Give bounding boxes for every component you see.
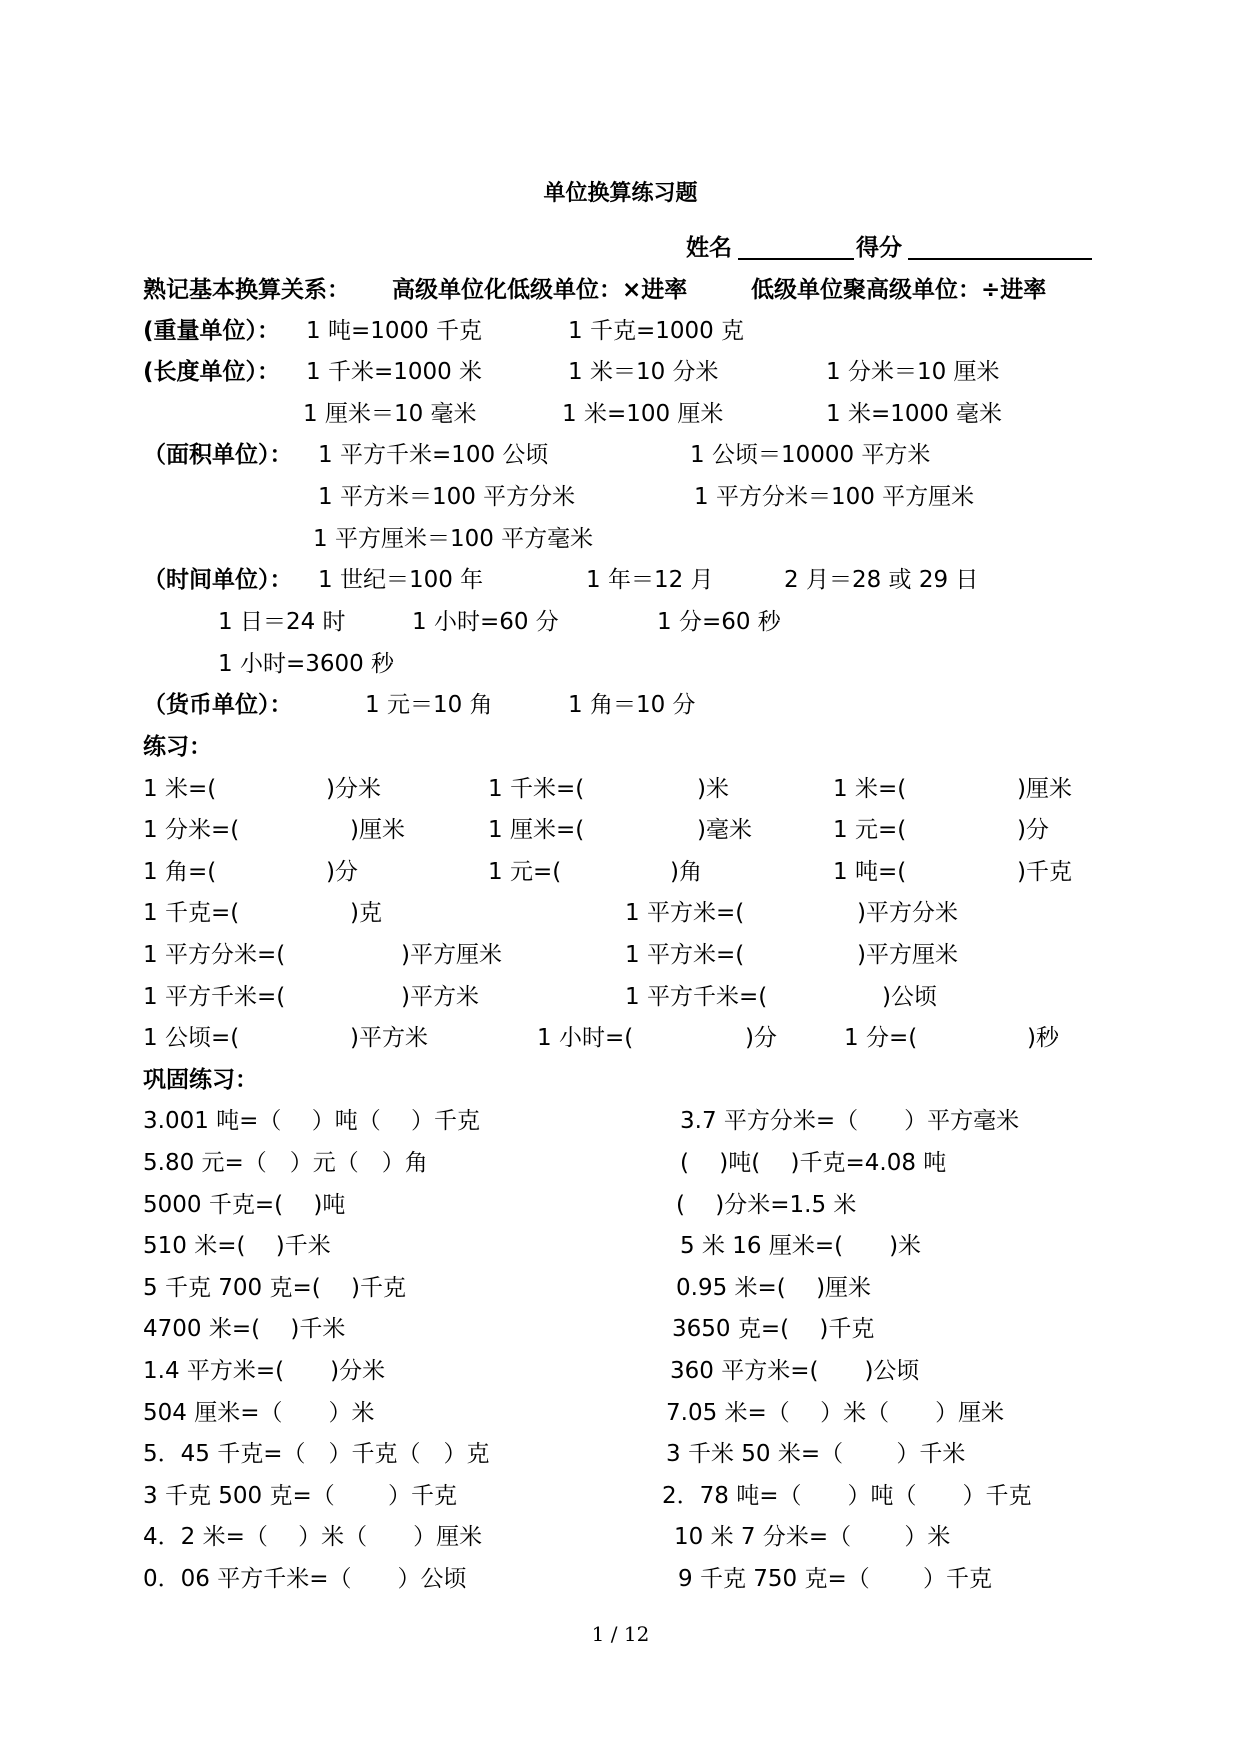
practice-item: 1 分=(: [844, 1025, 918, 1051]
basic-intro: 熟记基本换算关系：: [143, 277, 350, 303]
consolidation-item: 5 千克 700 克=( )千克: [143, 1275, 406, 1301]
practice-item: )秒: [1027, 1025, 1059, 1051]
practice-item: )分米: [326, 776, 381, 802]
consolidation-item: 504 厘米=（ ）米: [143, 1400, 375, 1426]
consolidation-item: 2．78 吨=（ ）吨（ ）千克: [662, 1483, 1032, 1509]
time-item: 1 日＝24 时: [218, 609, 346, 635]
practice-item: )平方厘米: [857, 942, 958, 968]
consolidation-item: 3.001 吨=（ ）吨（ ）千克: [143, 1108, 481, 1134]
time-item: 1 年＝12 月: [586, 567, 714, 593]
area-item: 1 平方米＝100 平方分米: [318, 484, 576, 510]
area-label: （面积单位）：: [143, 442, 293, 468]
area-item: 1 平方分米＝100 平方厘米: [694, 484, 975, 510]
practice-item: )千克: [1017, 859, 1072, 885]
score-label: 得分: [856, 235, 902, 261]
practice-item: )公顷: [882, 984, 937, 1010]
time-item: 1 小时=3600 秒: [218, 651, 395, 677]
practice-item: 1 厘米=(: [488, 817, 585, 843]
consolidation-item: 9 千克 750 克=（ ）千克: [678, 1566, 993, 1592]
consolidation-item: 1.4 平方米=( )分米: [143, 1358, 386, 1384]
basic-low-to-high: 低级单位聚高级单位：÷进率: [751, 277, 1047, 303]
practice-item: 1 元=(: [833, 817, 907, 843]
time-item: 1 小时=60 分: [412, 609, 559, 635]
money-label: （货币单位）：: [143, 692, 293, 718]
money-item: 1 角＝10 分: [568, 692, 696, 718]
consolidation-item: ( )分米=1.5 米: [676, 1192, 857, 1218]
consolidation-item: 3 千克 500 克=（ ）千克: [143, 1483, 458, 1509]
practice-item: )平方分米: [857, 900, 958, 926]
consolidation-item: 3 千米 50 米=（ ）千米: [666, 1441, 966, 1467]
weight-item: 1 千克=1000 克: [568, 318, 745, 344]
consolidation-item: 3.7 平方分米=（ ）平方毫米: [680, 1108, 1020, 1134]
consolidation-item: 360 平方米=( )公顷: [670, 1358, 920, 1384]
practice-item: 1 千克=(: [143, 900, 240, 926]
practice-item: 1 元=(: [488, 859, 562, 885]
length-item: 1 米=100 厘米: [562, 401, 724, 427]
name-blank-line: [738, 258, 854, 260]
practice-item: )平方米: [350, 1025, 428, 1051]
consolidation-item: 5 米 16 厘米=( )米: [680, 1233, 922, 1259]
consolidation-item: 5.80 元=（ ）元（ ）角: [143, 1150, 428, 1176]
time-label: （时间单位）：: [143, 567, 293, 593]
practice-item: 1 分米=(: [143, 817, 240, 843]
consolidation-item: 10 米 7 分米=（ ）米: [674, 1524, 951, 1550]
length-item: 1 米=1000 毫米: [826, 401, 1003, 427]
practice-label: 练习：: [143, 734, 212, 760]
practice-item: 1 米=(: [833, 776, 907, 802]
practice-item: 1 小时=(: [537, 1025, 634, 1051]
area-item: 1 平方厘米＝100 平方毫米: [313, 526, 594, 552]
consolidation-item: ( )吨( )千克=4.08 吨: [680, 1150, 947, 1176]
consolidation-item: 4700 米=( )千米: [143, 1316, 346, 1342]
practice-item: )毫米: [697, 817, 752, 843]
length-item: 1 厘米＝10 毫米: [303, 401, 477, 427]
length-item: 1 米＝10 分米: [568, 359, 719, 385]
practice-item: )分: [745, 1025, 777, 1051]
score-blank-line: [908, 258, 1092, 260]
practice-item: 1 平方米=(: [625, 900, 745, 926]
length-item: 1 千米=1000 米: [306, 359, 483, 385]
practice-item: )分: [1017, 817, 1049, 843]
practice-item: 1 米=(: [143, 776, 217, 802]
practice-item: )角: [670, 859, 702, 885]
practice-item: 1 公顷=(: [143, 1025, 240, 1051]
area-item: 1 平方千米=100 公顷: [318, 442, 549, 468]
practice-item: 1 千米=(: [488, 776, 585, 802]
time-item: 1 分=60 秒: [657, 609, 781, 635]
page-title: 单位换算练习题: [543, 181, 698, 206]
consolidation-item: 0．06 平方千米=（ ）公顷: [143, 1566, 467, 1592]
money-item: 1 元＝10 角: [365, 692, 493, 718]
consolidation-item: 5．45 千克=（ ）千克（ ）克: [143, 1441, 490, 1467]
practice-item: 1 平方千米=(: [143, 984, 286, 1010]
practice-item: )分: [326, 859, 358, 885]
practice-item: )厘米: [350, 817, 405, 843]
weight-item: 1 吨=1000 千克: [306, 318, 483, 344]
consolidation-label: 巩固练习：: [143, 1067, 258, 1093]
consolidation-item: 5000 千克=( )吨: [143, 1192, 346, 1218]
consolidation-item: 3650 克=( )千克: [672, 1316, 875, 1342]
practice-item: 1 吨=(: [833, 859, 907, 885]
time-item: 2 月＝28 或 29 日: [784, 567, 979, 593]
consolidation-item: 4．2 米=（ ）米（ ）厘米: [143, 1524, 483, 1550]
page-number: 1 / 12: [591, 1622, 650, 1646]
length-item: 1 分米＝10 厘米: [826, 359, 1000, 385]
consolidation-item: 7.05 米=（ ）米（ ）厘米: [666, 1400, 1005, 1426]
practice-item: 1 平方米=(: [625, 942, 745, 968]
length-label: (长度单位）：: [143, 359, 281, 385]
practice-item: )平方米: [401, 984, 479, 1010]
practice-item: 1 平方千米=(: [625, 984, 768, 1010]
time-item: 1 世纪＝100 年: [318, 567, 484, 593]
name-label: 姓名: [686, 235, 732, 261]
practice-item: )厘米: [1017, 776, 1072, 802]
practice-item: )平方厘米: [401, 942, 502, 968]
practice-item: )克: [350, 900, 382, 926]
weight-label: (重量单位）：: [143, 318, 281, 344]
practice-item: )米: [697, 776, 729, 802]
consolidation-item: 0.95 米=( )厘米: [676, 1275, 872, 1301]
practice-item: 1 角=(: [143, 859, 217, 885]
practice-item: 1 平方分米=(: [143, 942, 286, 968]
area-item: 1 公顷＝10000 平方米: [690, 442, 931, 468]
consolidation-item: 510 米=( )千米: [143, 1233, 331, 1259]
basic-high-to-low: 高级单位化低级单位：×进率: [392, 277, 688, 303]
